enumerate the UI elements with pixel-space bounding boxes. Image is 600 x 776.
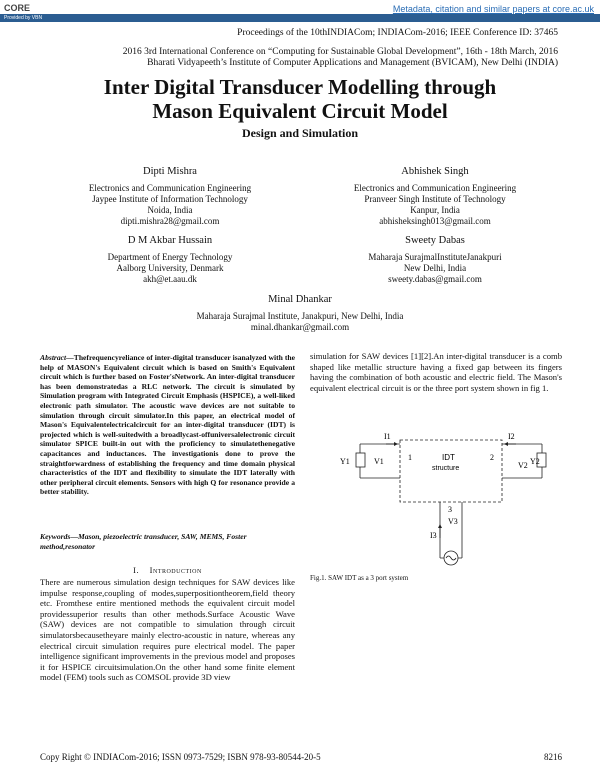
author-block	[40, 166, 300, 227]
author-block	[40, 235, 300, 285]
label-i3: I3	[430, 531, 437, 540]
provided-by-text: Provided by VBN	[4, 15, 43, 21]
label-port-3: 3	[448, 505, 452, 514]
provided-by-bar	[0, 14, 600, 22]
label-i2: I2	[508, 432, 515, 441]
introduction-text: There are numerous simulation design techniques for SAW devices like impulse response,coupling of modes,superpositiontheorem,field theory etc. Fromthese entire mentioned methods the equivalent circuit model providessuperior results than other methods.Surface Acoustic Wave (SAW) devices are not compatible to simulation through circuit simulatorsbecausetheyare mainly electro-acoustic in nature, whereas any electrical circuit simulation requires pure electrical model. The paper intelligence significant improvements in the previous model and proposes it for HSPICE circuitsimulation.On the other hand some finite element model (FEM) tools such as COMSOL provide 3D view	[40, 577, 295, 683]
author-email: akh@et.aau.dk	[143, 274, 197, 284]
label-y2: Y2	[530, 457, 540, 466]
author-affiliation: New Delhi, India	[403, 263, 467, 273]
label-port-1: 1	[408, 453, 412, 462]
author-block	[305, 166, 565, 227]
proceedings-line-1: Proceedings of the 10thINDIACom; INDIACom-2016; IEEE Conference ID: 37465	[237, 28, 558, 38]
author-name: Minal Dhankar	[268, 294, 332, 305]
section-heading	[40, 565, 295, 575]
page-number: 8216	[544, 752, 562, 762]
author-email: abhisheksingh013@gmail.com	[379, 216, 491, 226]
author-block	[100, 294, 500, 333]
label-v2: V2	[518, 461, 528, 470]
abstract-label: Abstract	[40, 353, 67, 362]
author-block	[305, 235, 565, 285]
author-affiliation: Pranveer Singh Institute of Technology	[364, 194, 506, 204]
i2-arrowhead	[504, 442, 508, 446]
paper-title-line-1: Inter Digital Transducer Modelling through	[103, 75, 497, 99]
author-affiliation: Maharaja Surajmal Institute, Janakpuri, New Delhi, India	[196, 311, 404, 321]
label-y1: Y1	[340, 457, 350, 466]
copyright-text: Copy Right © INDIACom-2016; ISSN 0973-7529; ISBN 978-93-80544-20-5	[40, 752, 321, 762]
abstract	[40, 353, 295, 497]
proceedings-line-2: 2016 3rd International Conference on “Computing for Sustainable Global Development”, 16th - 18th March, 2016	[122, 47, 558, 57]
author-name: Sweety Dabas	[405, 235, 465, 246]
author-affiliation: Aalborg University, Denmark	[116, 263, 224, 273]
page-footer	[40, 752, 562, 762]
idt-three-port-diagram	[340, 420, 550, 570]
author-name: D M Akbar Hussain	[127, 235, 213, 246]
figure-caption: Fig.1. SAW IDT as a 3 port system	[310, 574, 409, 582]
author-email: dipti.mishra28@gmail.com	[120, 216, 220, 226]
author-affiliation: Maharaja SurajmalInstituteJanakpuri	[368, 252, 502, 262]
author-affiliation: Department of Energy Technology	[107, 252, 233, 262]
core-metadata-link[interactable]: Metadata, citation and similar papers at core.ac.uk	[392, 4, 594, 14]
paper-title-line-2: Mason Equivalent Circuit Model	[152, 99, 448, 123]
author-affiliation: Noida, India	[147, 205, 193, 215]
author-affiliation: Electronics and Communication Engineering	[353, 183, 517, 193]
right-column-text: simulation for SAW devices [1][2].An inter-digital transducer is a comb shaped like metallic structure having a fixed gap between its fingers having the combination of both acoustic and electric field. The Mason's equivalent electrical circuit is or the three port system shown in fig 1.	[310, 351, 562, 393]
label-v3: V3	[448, 517, 458, 526]
author-name: Abhishek Singh	[401, 166, 469, 177]
i3-arrowhead	[438, 524, 442, 528]
proceedings-line-3: Bharati Vidyapeeth’s Institute of Computer Applications and Management (BVICAM), New Delhi (INDIA)	[147, 58, 558, 68]
label-i1: I1	[384, 432, 391, 441]
y1-admittance	[356, 453, 365, 467]
keywords: Keywords—Mason, piezoelectric transducer, SAW, MEMS, Foster method,resonator	[40, 532, 247, 551]
abstract-text: —Thefrequencyreliance of inter-digital transducer isanalyzed with the help of MASON's Equivalent circuit which is based on Smith's Equivalent circuit which is further based on Foster'sNetwork. An inter-digital transducer has been demonstratedas a RLC network. The circuit is simulated by Simulation program with Integrated Circuit Emphasis (HSPICE), a well-liked electronic path simulator. The acoustic wave devices are not suitable to simulation through circuit simulator.In this paper, an electrical model of Mason's Equivalentelectricalcircuit for an inter-digital transducer (IDT) is projected which is well-suitedwith a broadlycast-offuniversalelectronic circuit simulator SPICE built-in out with the proficiency to simulatethenegative capacitances and inductances. The investigationis done to prove the straightforwardness of establishing the frequency and time domain physical characteristics of the IDT and flexibility to simulate the IDT laterally with other peripheral circuit elements. Sensors with high Q for resonance provide a better stability.	[40, 353, 295, 497]
author-email: minal.dhankar@gmail.com	[250, 322, 350, 332]
i1-arrowhead	[394, 442, 398, 446]
label-v1: V1	[374, 457, 384, 466]
label-structure: structure	[432, 465, 460, 472]
section-title: Introduction	[149, 565, 202, 575]
section-number: I.	[133, 565, 140, 575]
author-affiliation: Kanpur, India	[410, 205, 460, 215]
label-idt: IDT	[442, 453, 455, 462]
author-affiliation: Jaypee Institute of Information Technology	[92, 194, 248, 204]
core-logo: CORE	[4, 3, 31, 13]
author-email: sweety.dabas@gmail.com	[388, 274, 482, 284]
author-name: Dipti Mishra	[143, 166, 197, 177]
paper-subtitle: Design and Simulation	[241, 126, 359, 140]
author-affiliation: Electronics and Communication Engineering	[88, 183, 252, 193]
label-port-2: 2	[490, 453, 494, 462]
